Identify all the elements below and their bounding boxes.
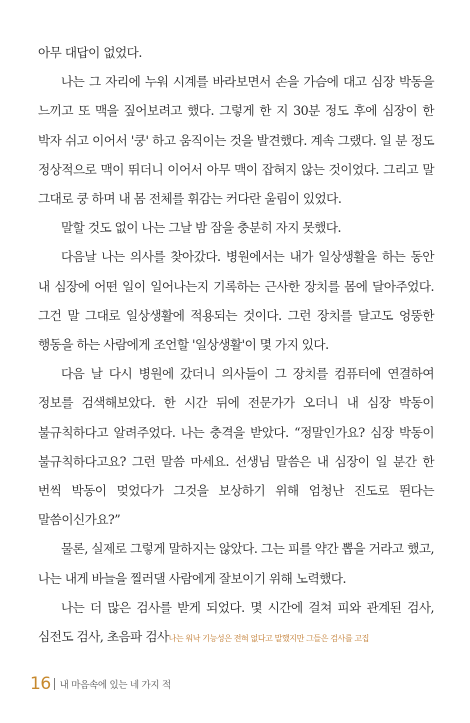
paragraph-7-text: 나는 더 많은 검사를 받게 되었다. 몇 시간에 걸쳐 피와 관계된 검사, 심전도 검사, 초음파 검사 [38,599,434,645]
paragraph-3: 말할 것도 없이 나는 그날 밤 잠을 충분히 자지 못했다. [61,220,342,236]
running-title: 내 마음속에 있는 네 가지 적 [59,680,171,691]
page-number: 16 [30,674,51,694]
paragraph-2: 나는 그 자리에 누워 시계를 바라보면서 손을 가슴에 대고 심장 박동을 느끼고 또 맥을 짚어보려고 했다. 그렇게 한 지 30분 정도 후에 심장이 한 박자 쉬고 이어서 '쿵' 하고 움직이는 것을 발견했다. 계속 그랬다. 일 분 정도 정상적으로 맥이 뛰더니 이어서 아무 맥이 잡혀지 않는 것이었다. 그리고 말 그대로 쿵 하며 내 몸 전체를 휘감는 커다란 울림이 있었다. [38,74,434,207]
page-body [38,38,434,653]
paragraph-1: 아무 대답이 없었다. [38,45,142,60]
paragraph-5: 다음 날 다시 병원에 갔더니 의사들이 그 장치를 컴퓨터에 연결하여 정보를 검색해보았다. 한 시간 뒤에 전문가가 오더니 내 심장 박동이 불규칙하다고 알려주었다. 나는 충격을 받았다. “정말인가요? 심장 박동이 불규칙하다고요? 그런 말씀 마세요. 선생님 말씀은 내 심장이 일 분간 한 번씩 박동이 멎었다가 그것을 보상하기 위해 엄청난 진도로 뛴다는 말씀이신가요?” [38,366,434,528]
margin-note: 나는 워낙 기능성은 전혀 없다고 말했지만 그들은 검사를 고집 [168,634,370,644]
paragraph-7 [38,593,434,653]
paragraph-6: 물론, 실제로 그렇게 말하지는 않았다. 그는 피를 약간 뽑을 거라고 했고, 나는 내게 바늘을 찔러댈 사람에게 잘보이기 위해 노력했다. [38,541,434,586]
paragraph-4: 다음날 나는 의사를 찾아갔다. 병원에서는 내가 일상생활을 하는 동안 내 심장에 어떤 일이 일어나는지 기록하는 근사한 장치를 몸에 달아주었다. 그건 말 그대로 일상생활에 적용되는 것이다. 그런 장치를 달고도 엉뚱한 행동을 하는 사람에게 조언할 '일상생활'이 몇 가지 있다. [38,249,434,353]
footer-divider [54,678,55,690]
page-footer [30,672,171,696]
